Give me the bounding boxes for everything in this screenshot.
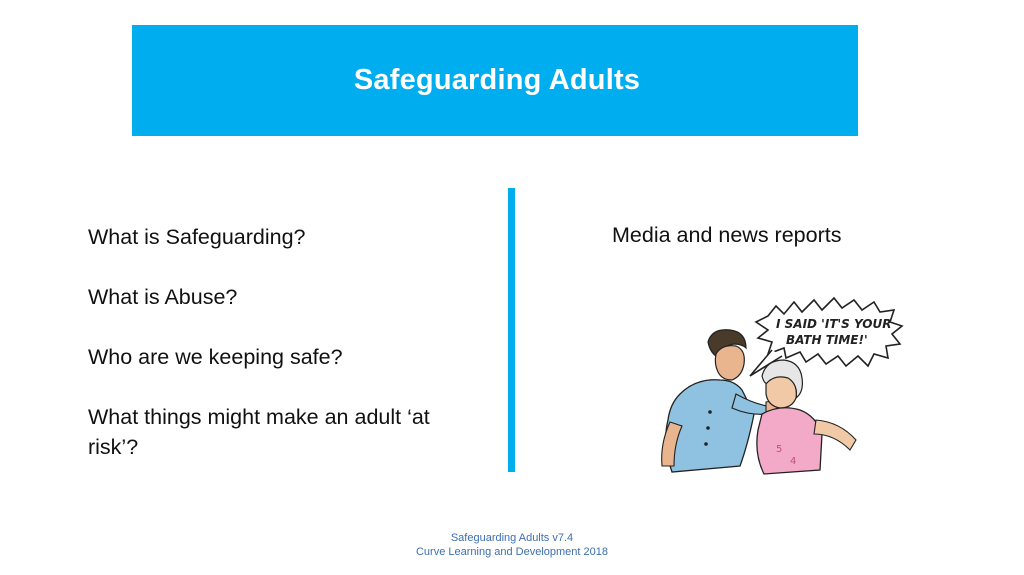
question-item: What is Abuse? bbox=[88, 285, 238, 309]
svg-text:5: 5 bbox=[776, 444, 783, 455]
slide-title: Safeguarding Adults bbox=[353, 64, 641, 96]
question-list bbox=[88, 222, 468, 492]
question-item: What is Safeguarding? bbox=[88, 225, 306, 249]
question-item: What things might make an adult ‘at risk’? bbox=[88, 405, 430, 459]
column-divider bbox=[508, 188, 515, 472]
footer-credit: Curve Learning and Development 2018 bbox=[415, 546, 609, 558]
svg-text:4: 4 bbox=[790, 456, 797, 467]
media-heading: Media and news reports bbox=[612, 223, 842, 247]
title-banner bbox=[132, 25, 858, 136]
speech-bubble-text-line2: BATH TIME!' bbox=[786, 333, 868, 347]
question-item: Who are we keeping safe? bbox=[88, 345, 343, 369]
footer-version: Safeguarding Adults v7.4 bbox=[450, 532, 574, 544]
elderly-woman-figure bbox=[757, 360, 856, 474]
cartoon-carer-abuse-illustration bbox=[650, 294, 915, 484]
footer bbox=[0, 531, 1024, 559]
speech-bubble-text-line1: I SAID 'IT'S YOUR bbox=[776, 317, 892, 331]
